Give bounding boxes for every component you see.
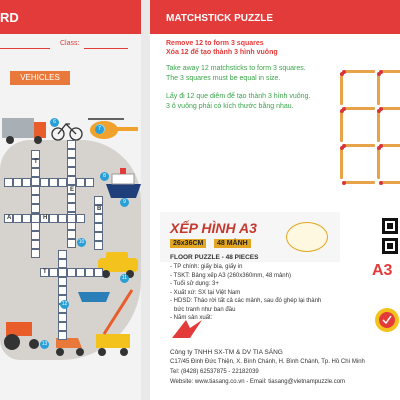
crossword-letter: H	[43, 215, 48, 221]
matchstick-head	[340, 72, 344, 76]
product-info-line: - Xuất xứ: SX tại Việt Nam	[170, 289, 241, 296]
crossword-cell[interactable]	[94, 241, 103, 250]
left-header-text: RD	[0, 10, 19, 25]
crossword-cell[interactable]	[67, 239, 76, 248]
detail-en-1: Take away 12 matchsticks to form 3 squares.	[166, 65, 306, 72]
crossword-letter: E	[70, 187, 75, 193]
vehicles-label: VEHICLES	[10, 71, 70, 85]
crossword-cell[interactable]	[67, 167, 76, 176]
matchstick[interactable]	[381, 144, 400, 147]
clue-number-badge: 10	[78, 239, 85, 245]
company-address: C17/45 Đinh Đức Thiện, X. Bình Chánh, H. Bình Chánh, Tp. Hồ Chí Minh	[170, 359, 365, 365]
crossword-cell[interactable]	[67, 268, 76, 277]
left-header	[0, 0, 141, 34]
crossword-cell[interactable]	[49, 268, 58, 277]
product-info-line: - Tuổi sử dụng: 3+	[170, 281, 219, 287]
crossword-sheet	[0, 0, 141, 400]
product-brand: XẾP HÌNH A3	[170, 220, 257, 236]
crossword-cell[interactable]	[76, 214, 85, 223]
matchstick-head	[377, 146, 381, 150]
clue-number-badge: 6	[50, 118, 59, 127]
tiasang-logo-icon	[168, 318, 208, 342]
matchstick[interactable]	[344, 70, 375, 73]
ship-icon	[106, 168, 141, 198]
crossword-cell[interactable]	[58, 322, 67, 331]
product-info-line: - Năm sản xuất:	[170, 315, 213, 321]
crossword-cell[interactable]	[31, 204, 40, 213]
matchstick-head	[377, 72, 381, 76]
matchstick-head	[377, 109, 381, 113]
matchstick[interactable]	[344, 144, 375, 147]
crossword-cell[interactable]	[13, 214, 22, 223]
crossword-cell[interactable]	[58, 259, 67, 268]
crossword-cell[interactable]	[67, 149, 76, 158]
pieces-tag: 48 MẢNH	[214, 239, 251, 248]
instruction-en: Remove 12 to form 3 squares	[166, 40, 264, 47]
crossword-cell[interactable]	[49, 178, 58, 187]
crossword-cell[interactable]	[40, 178, 49, 187]
product-info-line: - TP chính: giấy bìa, giấy in	[170, 264, 243, 270]
size-tag: 26x36CM	[170, 239, 206, 248]
crossword-cell[interactable]	[58, 214, 67, 223]
crossword-cell[interactable]	[67, 140, 76, 149]
crossword-letter: T	[43, 269, 47, 275]
crossword-cell[interactable]	[76, 178, 85, 187]
product-info-line: - HDSD: Tháo rời tất cả các mảnh, sau đó ghép lại thành	[170, 298, 322, 304]
crossword-cell[interactable]	[58, 286, 67, 295]
right-header	[150, 0, 400, 34]
crossword-cell[interactable]	[31, 168, 40, 177]
crossword-cell[interactable]	[58, 268, 67, 277]
company-website: Website: www.tiasang.co.vn - Email: tiasang@vietnampuzzle.com	[170, 379, 346, 385]
crossword-cell[interactable]	[31, 150, 40, 159]
crossword-cell[interactable]	[85, 268, 94, 277]
matchstick[interactable]	[381, 107, 400, 110]
instruction-vi: Xóa 12 để tạo thành 3 hình vuông	[166, 49, 278, 56]
matchstick[interactable]	[340, 74, 343, 105]
product-info-line: - TSKT: Bảng xếp A3 (260x360mm, 48 mảnh)	[170, 272, 291, 279]
product-info-line: bức tranh như ban đầu	[174, 306, 236, 313]
crossword-cell[interactable]	[31, 240, 40, 249]
matchstick-head	[379, 181, 383, 185]
matchstick[interactable]	[344, 181, 375, 184]
crossword-cell[interactable]	[31, 195, 40, 204]
matchstick-head	[342, 181, 346, 185]
detail-vi-1: Lấy đi 12 que diêm để tạo thành 3 hình vuông.	[166, 93, 311, 100]
crossword-cell[interactable]	[31, 186, 40, 195]
crossword-cell[interactable]	[67, 176, 76, 185]
jetski-icon	[78, 292, 110, 302]
company-name: Công ty TNHH SX-TM & DV TIA SÁNG	[170, 349, 283, 356]
vietnam-badge-icon	[374, 302, 400, 338]
crossword-cell[interactable]	[4, 178, 13, 187]
clue-number-badge: 12	[61, 301, 68, 307]
crossword-cell[interactable]	[58, 178, 67, 187]
crossword-cell[interactable]	[94, 223, 103, 232]
clue-number-badge: 8	[100, 172, 109, 181]
crossword-cell[interactable]	[58, 331, 67, 340]
matchstick[interactable]	[344, 107, 375, 110]
class-line	[84, 48, 128, 49]
clue-number-badge: 7	[95, 125, 104, 134]
matchstick[interactable]	[377, 111, 380, 142]
crossword-cell[interactable]	[67, 230, 76, 239]
taxi-icon	[98, 252, 138, 278]
crossword-cell[interactable]	[67, 194, 76, 203]
crossword-cell[interactable]	[94, 268, 103, 277]
crossword-letter: A	[7, 215, 12, 221]
matchstick[interactable]	[340, 148, 343, 179]
crossword-cell[interactable]	[22, 178, 31, 187]
crossword-cell[interactable]	[67, 214, 76, 223]
detail-en-2: The 3 squares must be equal in size.	[166, 75, 281, 82]
crossword-cell[interactable]	[13, 178, 22, 187]
scooter-icon	[56, 338, 84, 356]
floor-puzzle-badge	[286, 222, 328, 252]
crossword-cell[interactable]	[76, 268, 85, 277]
crossword-cell[interactable]	[31, 214, 40, 223]
crossword-cell[interactable]	[58, 250, 67, 259]
name-line	[0, 48, 50, 49]
clue-number-badge: 13	[41, 341, 48, 347]
crossword-cell[interactable]	[58, 277, 67, 286]
puzzle-title: MATCHSTICK PUZZLE	[166, 13, 274, 24]
crossword-letter: T	[34, 159, 38, 165]
matchstick[interactable]	[377, 74, 380, 105]
crossword-cell[interactable]	[58, 313, 67, 322]
tractor-icon	[4, 322, 39, 350]
class-label: Class:	[60, 40, 80, 47]
matchstick[interactable]	[340, 111, 343, 142]
truck-icon	[2, 118, 46, 144]
qr-code-icon	[382, 218, 398, 254]
clue-number-badge: 11	[121, 275, 128, 281]
crossword-cell[interactable]	[85, 178, 94, 187]
a3-label: A3	[372, 262, 393, 279]
company-phone: Tel: (8428) 62537875 - 22182039	[170, 369, 259, 375]
matchstick[interactable]	[381, 70, 400, 73]
matchstick-head	[340, 109, 344, 113]
matchstick-sheet	[150, 0, 400, 400]
matchstick[interactable]	[381, 181, 400, 184]
crossword-cell[interactable]	[94, 196, 103, 205]
clue-number-badge: 9	[120, 198, 129, 207]
crossword-cell[interactable]	[31, 231, 40, 240]
crossword-cell[interactable]	[31, 249, 40, 258]
matchstick[interactable]	[377, 148, 380, 179]
crossword-cell[interactable]	[49, 214, 58, 223]
crossword-cell[interactable]	[94, 214, 103, 223]
crossword-cell[interactable]	[22, 214, 31, 223]
crossword-cell[interactable]	[31, 222, 40, 231]
crossword-letter: B	[97, 206, 102, 212]
crossword-cell[interactable]	[31, 177, 40, 186]
crossword-cell[interactable]	[94, 232, 103, 241]
matchstick-head	[340, 146, 344, 150]
crossword-cell[interactable]	[67, 158, 76, 167]
detail-vi-2: 3 ô vuông phải có kích thước bằng nhau.	[166, 103, 294, 110]
product-line: FLOOR PUZZLE - 48 PIECES	[170, 254, 259, 261]
crossword-cell[interactable]	[67, 203, 76, 212]
